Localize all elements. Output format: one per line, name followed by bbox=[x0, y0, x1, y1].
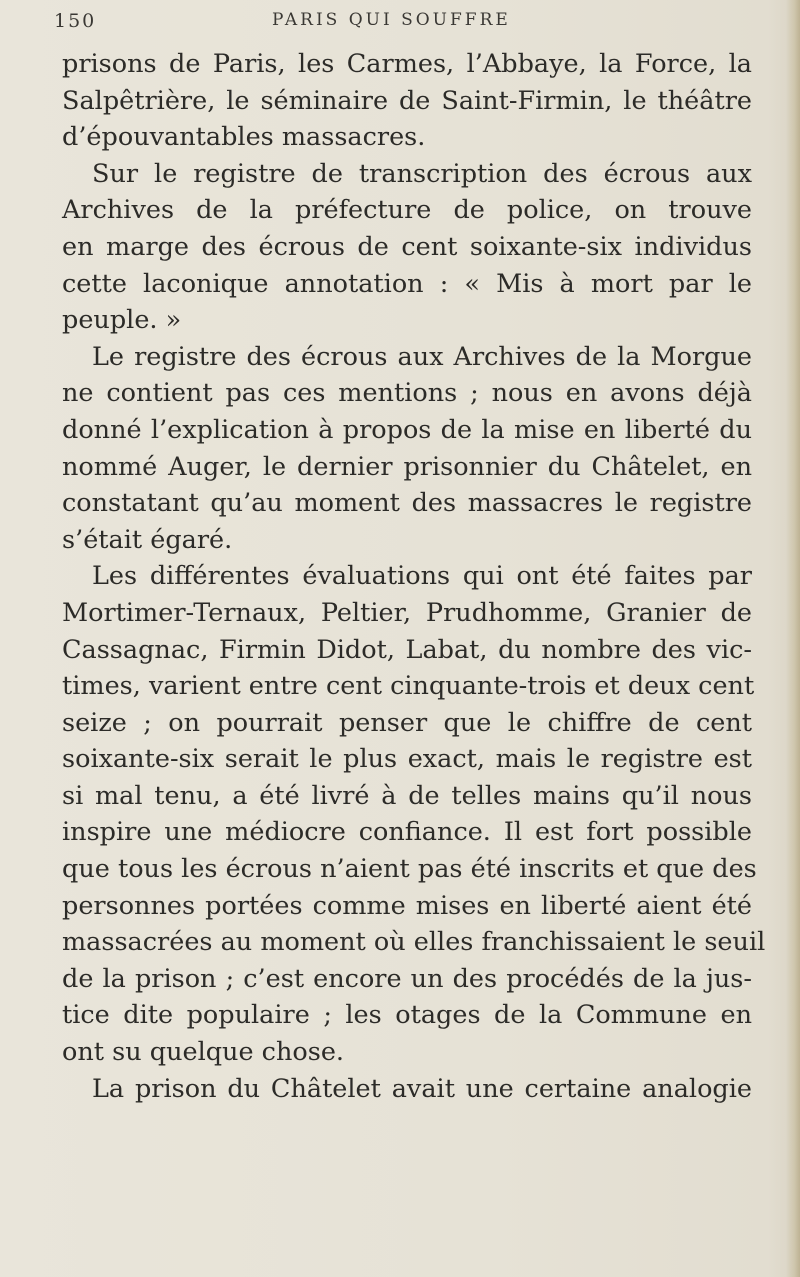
running-title: PARIS QUI SOUFFRE bbox=[272, 10, 511, 30]
text-line: nommé Auger, le dernier prisonnier du Châtelet, en bbox=[62, 451, 752, 482]
page-edge-shadow bbox=[786, 0, 800, 1277]
text-line: Cassagnac, Firmin Didot, Labat, du nombre des vic- bbox=[62, 634, 752, 665]
text-line: d’épouvantables massacres. bbox=[62, 122, 426, 153]
text-line: massacrées au moment où elles franchissaient le seuil bbox=[62, 927, 766, 958]
text-line: que tous les écrous n’aient pas été inscrits et que des bbox=[62, 854, 757, 885]
text-line: Sur le registre de transcription des écrous aux bbox=[92, 158, 752, 189]
text-line: constatant qu’au moment des massacres le registre bbox=[62, 488, 752, 519]
text-line: cette laconique annotation : « Mis à mort par le bbox=[62, 268, 752, 299]
text-line: inspire une médiocre confiance. Il est fort possible bbox=[62, 817, 752, 848]
text-line: prisons de Paris, les Carmes, l’Abbaye, la Force, la bbox=[62, 49, 752, 79]
text-line: tice dite populaire ; les otages de la Commune en bbox=[62, 1000, 752, 1031]
text-line: s’était égaré. bbox=[62, 524, 233, 555]
text-line: soixante-six serait le plus exact, mais le registre est bbox=[62, 744, 752, 775]
body-text bbox=[62, 46, 766, 1107]
text-line: La prison du Châtelet avait une certaine analogie bbox=[92, 1073, 752, 1104]
text-line: times, varient entre cent cinquante-trois et deux cent bbox=[62, 671, 755, 702]
text-line: Mortimer-Ternaux, Peltier, Prudhomme, Granier de bbox=[62, 597, 752, 628]
text-line: ont su quelque chose. bbox=[62, 1037, 345, 1068]
text-line: si mal tenu, a été livré à de telles mains qu’il nous bbox=[62, 780, 752, 811]
text-line: personnes portées comme mises en liberté aient été bbox=[62, 890, 752, 921]
text-line: Le registre des écrous aux Archives de la Morgue bbox=[92, 341, 752, 372]
text-line: Les différentes évaluations qui ont été faites par bbox=[92, 561, 752, 592]
text-line: de la prison ; c’est encore un des procédés de la jus- bbox=[62, 963, 752, 994]
page-header bbox=[40, 10, 780, 40]
text-line: ne contient pas ces mentions ; nous en avons déjà bbox=[62, 378, 752, 409]
text-line: seize ; on pourrait penser que le chiffre de cent bbox=[62, 707, 752, 738]
text-line: Archives de la préfecture de police, on trouve bbox=[62, 195, 752, 226]
text-line: peuple. » bbox=[62, 305, 182, 336]
text-line: donné l’explication à propos de la mise en liberté du bbox=[62, 414, 752, 445]
text-line: en marge des écrous de cent soixante-six individus bbox=[62, 231, 752, 262]
text-line: Salpêtrière, le séminaire de Saint-Firmin, le théâtre bbox=[62, 85, 752, 116]
page-number: 150 bbox=[54, 10, 97, 32]
